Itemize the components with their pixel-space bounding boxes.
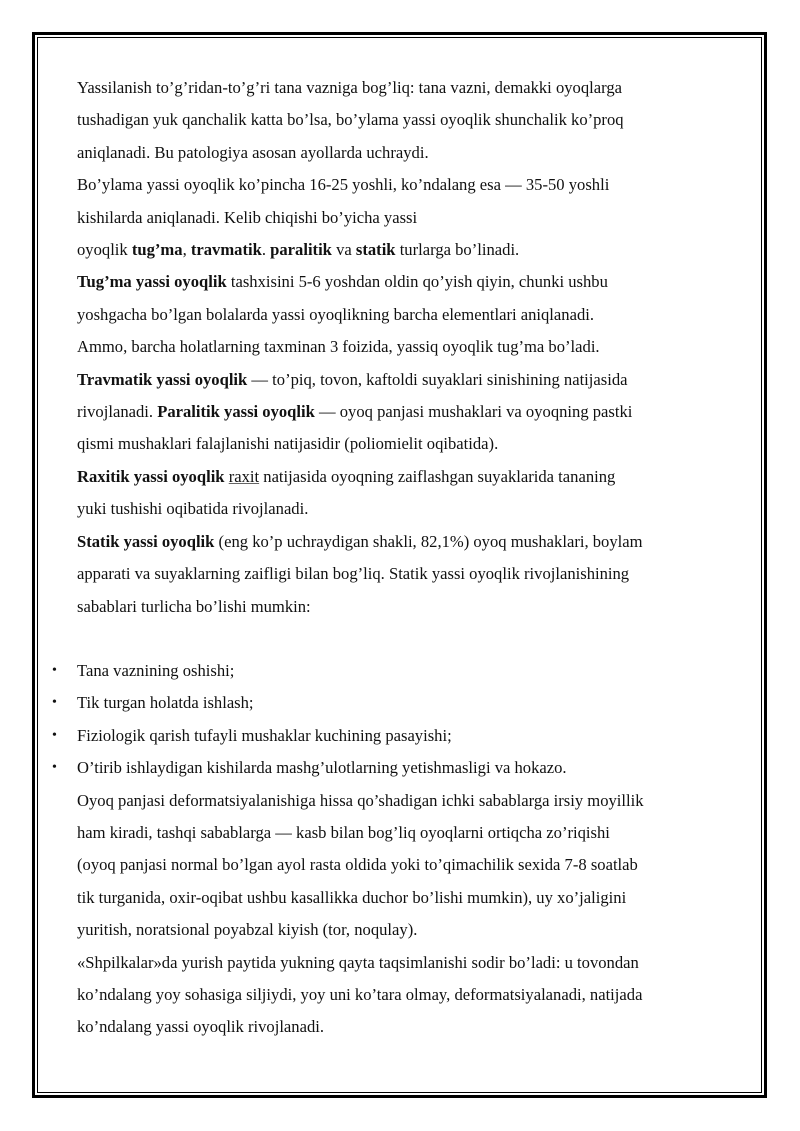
list-item: • O’tirib ishlaydigan kishilarda mashg’ulotlarning yetishmasligi va hokazo.	[77, 752, 727, 784]
heading-traumatic: Travmatik yassi oyoqlik	[77, 369, 248, 389]
paragraph-heels: «Shpilkalar»da yurish paytida yukning qayta taqsimlanishi sodir bo’ladi: u tovondan ko’ndalang yoy sohasiga siljiydi, yoy uni ko’tara olmay, deformatsiyalanadi, natijada ko’ndalang yassi oyoqlik rivojlanadi.	[77, 952, 643, 1037]
term-static: statik	[355, 240, 396, 260]
bullet-icon: •	[52, 760, 57, 776]
term-paralytic: paralitik	[270, 240, 332, 260]
heading-congenital: Tug’ma yassi oyoqlik	[77, 272, 227, 292]
paragraph-causes: Oyoq panjasi deformatsiyalanishiga hissa qo’shadigan ichki sabablarga irsiy moyillik ham kiradi, tashqi sabablarga — kasb bilan bog’liq oyoqlarni ortiqcha zo’riqishi (oyoq panjasi normal bo’lgan ayol rasta oldida yoki to’qimachilik sexida 7-8 soatlab tik turganida, oxir-oqibat ushbu kasallikka duchor bo’lishi mumkin), uy xo’jaligini yuritish, noratsional poyabzal kiyish (tor, noqulay).	[77, 790, 644, 940]
paragraph-rachitic: Raxitik yassi oyoqlik raxit natijasida oyoqning zaiflashgan suyaklarida tananing yuki tushishi oqibatida rivojlanadi.	[77, 466, 616, 519]
document-body	[52, 72, 727, 1044]
list-item: • Tana vaznining oshishi;	[77, 655, 727, 687]
raxit-link[interactable]: raxit	[228, 466, 260, 486]
heading-paralytic: Paralitik yassi oyoqlik	[157, 402, 315, 422]
paragraph-weight: Yassilanish to’g’ridan-to’g’ri tana vazniga bog’liq: tana vazni, demakki oyoqlarga tushadigan yuk qanchalik katta bo’lsa, bo’ylama yassi oyoqlik shunchalik ko’proq aniqlanadi. Bu patologiya asosan ayollarda uchraydi.	[77, 78, 624, 162]
causes-list	[52, 655, 727, 785]
heading-static: Statik yassi oyoqlik	[77, 531, 215, 551]
paragraph-types: Bo’ylama yassi oyoqlik ko’pincha 16-25 yoshli, ko’ndalang esa — 35-50 yoshli kishilarda aniqlanadi. Kelib chiqishi bo’yicha yassi oyoqlik tug’ma, travmatik. paralitik va statik turlarga bo’linadi.	[77, 175, 610, 260]
spacer	[77, 623, 727, 655]
heading-rachitic: Raxitik yassi oyoqlik	[77, 466, 225, 486]
list-item: • Fiziologik qarish tufayli mushaklar kuchining pasayishi;	[77, 720, 727, 752]
bullet-icon: •	[52, 727, 57, 743]
paragraph-static: Statik yassi oyoqlik (eng ko’p uchraydigan shakli, 82,1%) oyoq mushaklari, boylam apparati va suyaklarning zaifligi bilan bog’liq. Statik yassi oyoqlik rivojlanishining sabablari turlicha bo’lishi mumkin:	[77, 531, 643, 616]
paragraph-congenital: Tug’ma yassi oyoqlik tashxisini 5-6 yoshdan oldin qo’yish qiyin, chunki ushbu yoshgacha bo’lgan bolalarda yassi oyoqlikning barcha elementlari aniqlanadi. Ammo, barcha holatlarning taxminan 3 foizida, yassiq oyoqlik tug’ma bo’ladi.	[77, 272, 608, 357]
term-congenital: tug’ma	[131, 240, 183, 260]
term-traumatic: travmatik	[190, 240, 262, 260]
bullet-icon: •	[52, 662, 57, 678]
paragraph-traumatic-paralytic: Travmatik yassi oyoqlik — to’piq, tovon, kaftoldi suyaklari sinishining natijasida rivojlanadi. Paralitik yassi oyoqlik — oyoq panjasi mushaklari va oyoqning pastki qismi mushaklari falajlanishi natijasidir (poliomielit oqibatida).	[77, 369, 633, 454]
bullet-icon: •	[52, 695, 57, 711]
list-item: • Tik turgan holatda ishlash;	[77, 687, 727, 719]
